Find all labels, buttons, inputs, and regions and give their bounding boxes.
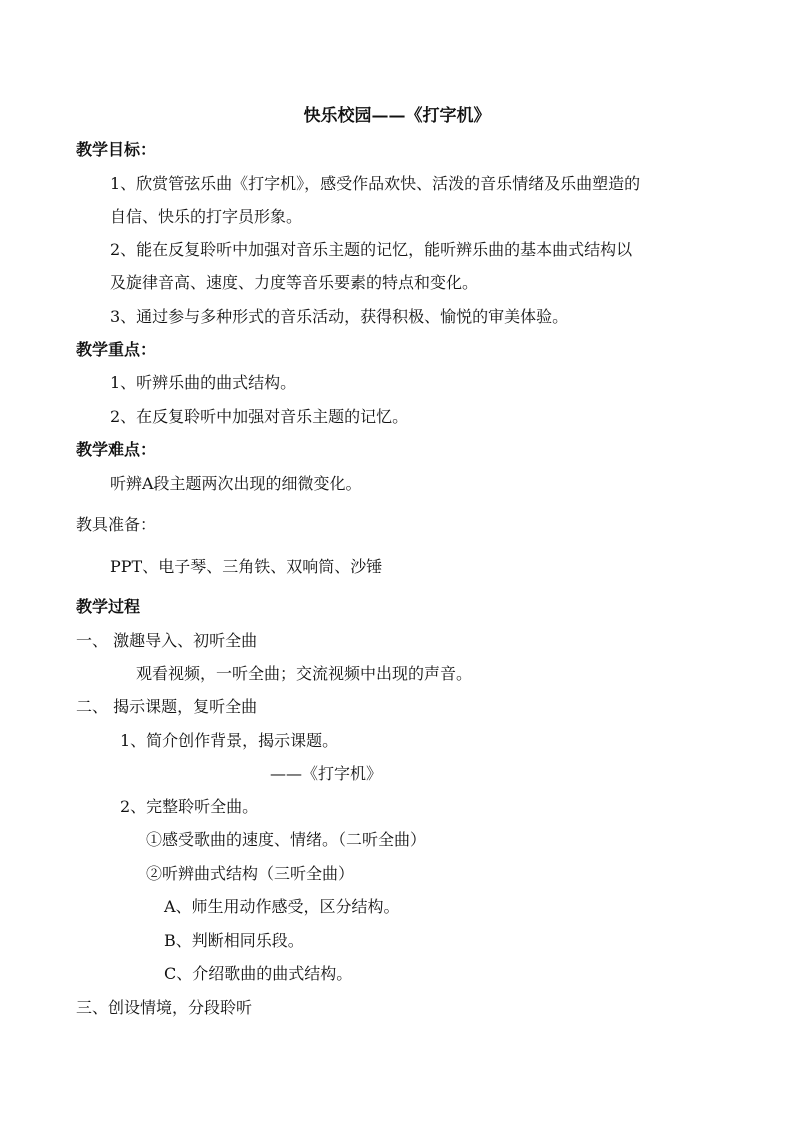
- process-step-2-sub-2-b: B、判断相同乐段。: [164, 931, 304, 950]
- goal-item-1-cont: 自信、快乐的打字员形象。: [110, 207, 303, 226]
- key-points-heading: 教学重点：: [76, 340, 157, 359]
- goal-item-2-cont: 及旋律音高、速度、力度等音乐要素的特点和变化。: [110, 273, 479, 292]
- process-step-2-sub-2: ②听辨曲式结构（三听全曲）: [146, 864, 355, 883]
- goal-item-3: 3、通过参与多种形式的音乐活动，获得积极、愉悦的审美体验。: [110, 307, 569, 326]
- process-step-2-sub-2-a: A、师生用动作感受，区分结构。: [164, 897, 400, 916]
- goal-item-1: 1、欣赏管弦乐曲《打字机》，感受作品欢快、活泼的音乐情绪及乐曲塑造的: [110, 174, 641, 193]
- key-point-2: 2、在反复聆听中加强对音乐主题的记忆。: [110, 407, 409, 426]
- difficulty-1: 听辨A段主题两次出现的细微变化。: [110, 474, 362, 493]
- materials-heading: 教具准备：: [76, 515, 157, 534]
- difficulties-heading: 教学难点：: [76, 440, 157, 459]
- process-step-1: 一、 激趣导入、初听全曲: [76, 631, 258, 650]
- materials-list: PPT、电子琴、三角铁、双响筒、沙锤: [110, 557, 383, 576]
- process-step-2-sub-2-c: C、介绍歌曲的曲式结构。: [164, 964, 353, 983]
- goal-item-2: 2、能在反复聆听中加强对音乐主题的记忆，能听辨乐曲的基本曲式结构以: [110, 240, 633, 259]
- goals-heading: 教学目标：: [76, 140, 157, 159]
- process-step-2-item-2: 2、完整聆听全曲。: [120, 797, 259, 816]
- document-title: 快乐校园——《打字机》: [303, 106, 491, 126]
- process-heading: 教学过程: [76, 597, 141, 616]
- process-step-2-item-1: 1、简介创作背景，揭示课题。: [120, 731, 339, 750]
- process-step-3: 三、创设情境，分段聆听: [76, 998, 253, 1017]
- process-step-2-subtitle: ——《打字机》: [270, 764, 383, 783]
- key-point-1: 1、听辨乐曲的曲式结构。: [110, 373, 297, 392]
- process-step-2: 二、 揭示课题，复听全曲: [76, 697, 258, 716]
- process-step-1-detail: 观看视频，一听全曲；交流视频中出现的声音。: [136, 664, 473, 683]
- process-step-2-sub-1: ①感受歌曲的速度、情绪。（二听全曲）: [146, 830, 427, 849]
